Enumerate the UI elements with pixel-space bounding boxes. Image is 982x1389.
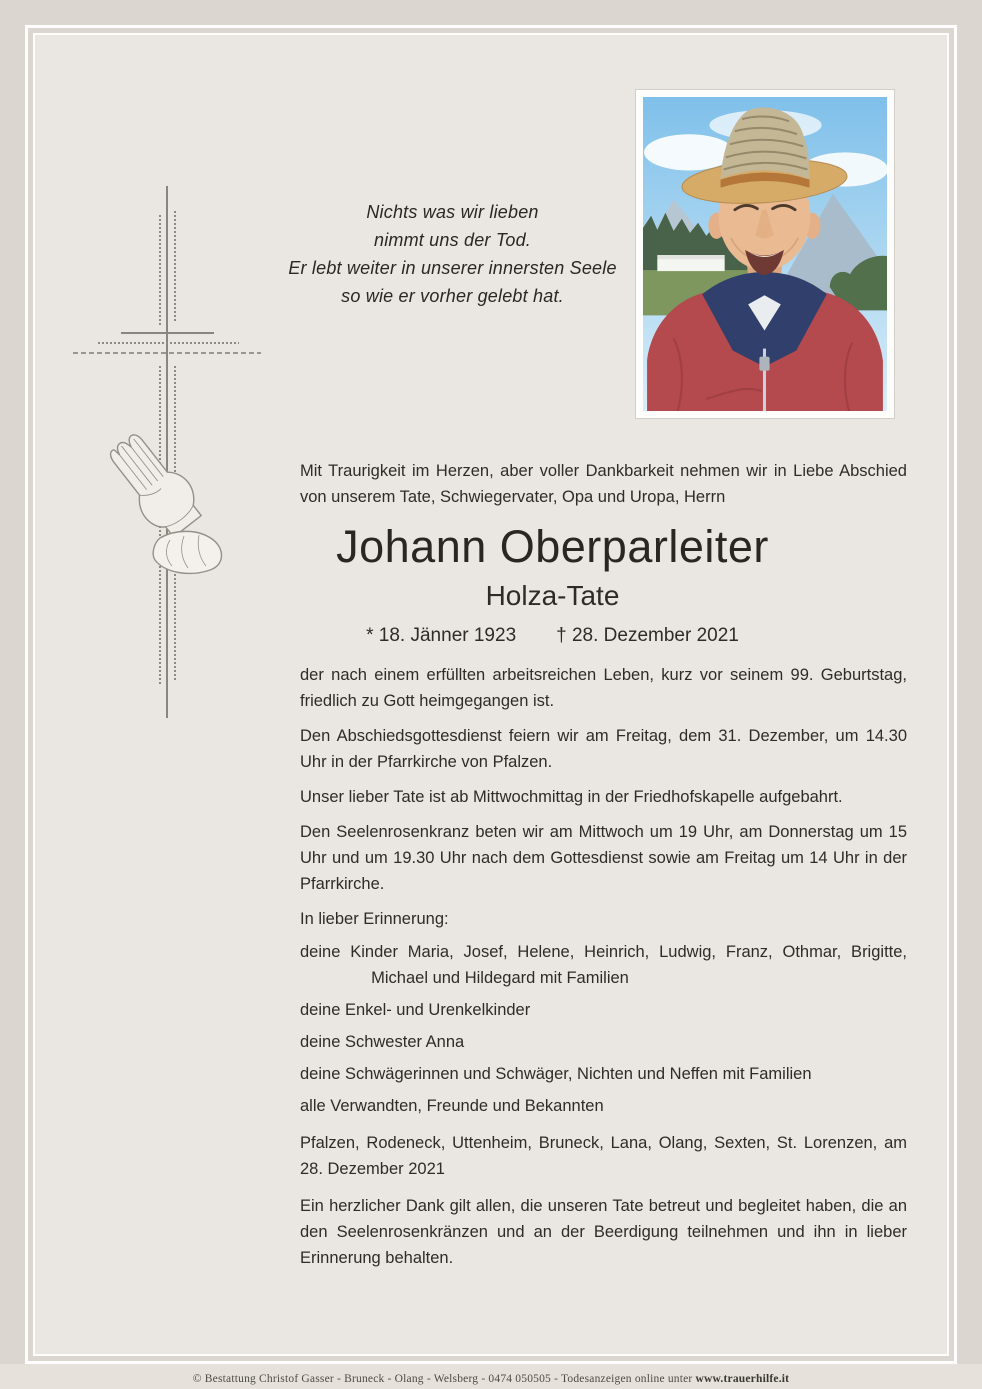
rosary-paragraph: Den Seelenrosenkranz beten wir am Mittwoch um 19 Uhr, am Donnerstag um 15 Uhr und um 19.30 Uhr nach dem Gottesdienst sowie am Freitag um 14 Uhr in der Pfarrkirche.: [300, 823, 907, 893]
cross-dotted-line: [98, 342, 239, 344]
remembrance-title: In lieber Erinnerung:: [300, 910, 449, 928]
footer-link[interactable]: www.trauerhilfe.it: [695, 1373, 790, 1385]
places-date-line: Pfalzen, Rodeneck, Uttenheim, Bruneck, Lana, Olang, Sexten, St. Lorenzen, am 28. Dezember 2021: [300, 1134, 907, 1178]
deceased-nickname: Holza-Tate: [485, 580, 620, 611]
mourner-line: alle Verwandten, Freunde und Bekannten: [300, 1097, 604, 1115]
footer-text: © Bestattung Christof Gasser - Bruneck - Olang - Welsberg - 0474 050505 - Todesanzeigen online unter: [192, 1373, 696, 1385]
birth-date: * 18. Jänner 1923: [366, 625, 517, 646]
praying-hands-icon: [98, 426, 240, 582]
cross-dashed-line: [73, 352, 261, 354]
death-date: † 28. Dezember 2021: [556, 625, 739, 646]
portrait-photo: [636, 90, 894, 418]
quote-line: nimmt uns der Tod.: [373, 230, 531, 250]
quote-line: Nichts was wir lieben: [366, 202, 539, 222]
photo-building: [657, 259, 724, 271]
mourner-line: deine Schwägerinnen und Schwäger, Nichten und Neffen mit Familien: [300, 1065, 812, 1083]
cross-horizontal-line: [121, 332, 214, 334]
laying-out-paragraph: Unser lieber Tate ist ab Mittwochmittag in der Friedhofskapelle aufgebahrt.: [300, 788, 843, 806]
deceased-heading: [300, 522, 907, 649]
mourner-line: deine Enkel- und Urenkelkinder: [300, 1001, 531, 1019]
quote-line: Er lebt weiter in unserer innersten Seele: [288, 258, 617, 278]
memorial-quote: [255, 198, 650, 310]
deceased-name: Johann Oberparleiter: [336, 521, 769, 572]
intro-text: Mit Traurigkeit im Herzen, aber voller Dankbarkeit nehmen wir in Liebe Abschied von unserem Tate, Schwiegervater, Opa und Uropa, Herrn: [300, 462, 907, 506]
cross-dotted-line: [174, 211, 176, 323]
service-paragraph: Den Abschiedsgottesdienst feiern wir am Freitag, dem 31. Dezember, um 14.30 Uhr in der Pfarrkirche von Pfalzen.: [300, 727, 907, 771]
cross-dotted-line: [159, 215, 161, 325]
children-line: deine Kinder Maria, Josef, Helene, Heinrich, Ludwig, Franz, Othmar, Brigitte,: [300, 943, 907, 961]
footer: [0, 1373, 982, 1385]
thanks-paragraph: Ein herzlicher Dank gilt allen, die unseren Tate betreut und begleitet haben, die an den Seelenrosenkränzen und an der Beerdigung teilnehmen und ihn in lieber Erinnerung behalten.: [300, 1197, 907, 1267]
life-dates: [300, 623, 805, 649]
children-line: Michael und Hildegard mit Familien: [371, 969, 629, 987]
quote-line: so wie er vorher gelebt hat.: [341, 286, 564, 306]
announcement-body: [300, 458, 907, 1271]
mourner-line: deine Schwester Anna: [300, 1033, 465, 1051]
passing-paragraph: der nach einem erfüllten arbeitsreichen Leben, kurz vor seinem 99. Geburtstag, friedlich zu Gott heimgegangen ist.: [300, 666, 907, 710]
